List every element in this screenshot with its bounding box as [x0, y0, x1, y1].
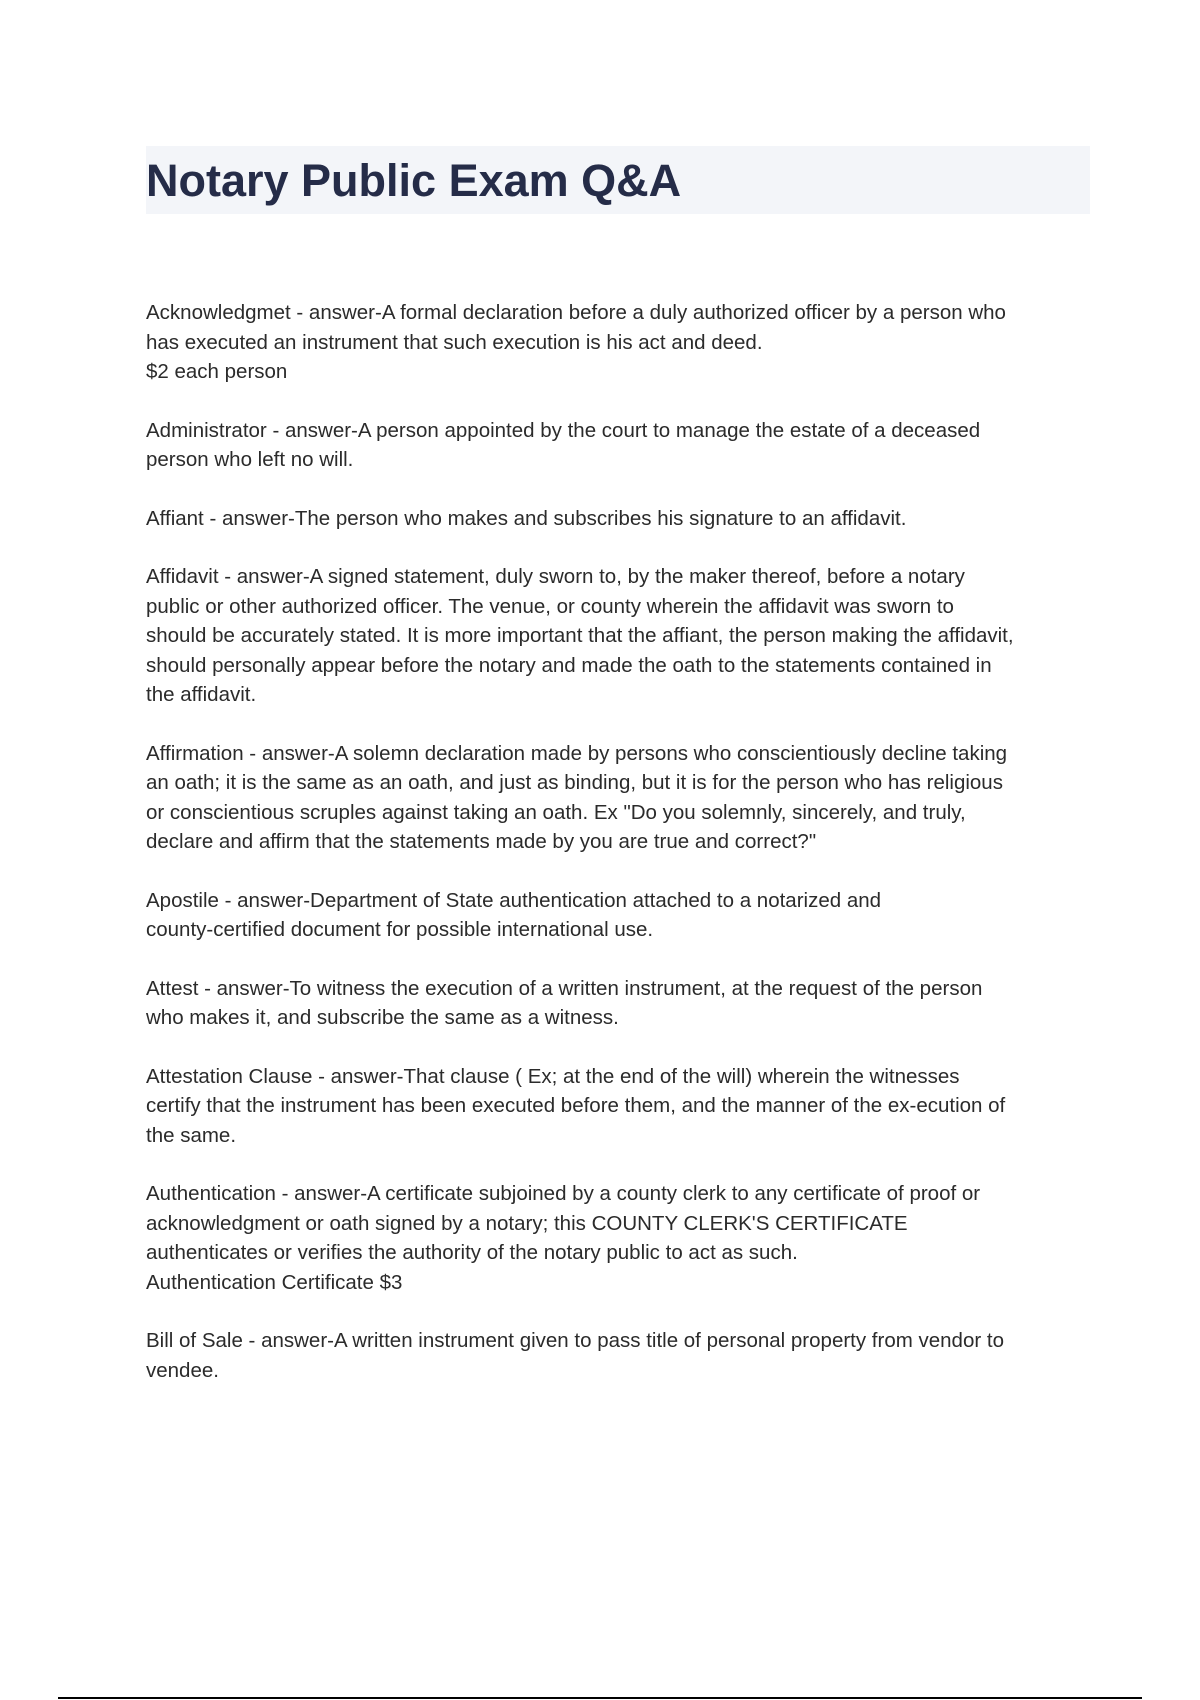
- entry-line: certify that the instrument has been executed before them, and the manner of the ex-ecution of: [146, 1094, 1006, 1117]
- entry-line: person who left no will.: [146, 448, 354, 471]
- entry-line: county-certified document for possible international use.: [146, 918, 654, 941]
- entry-line: authenticates or verifies the authority of the notary public to act as such.: [146, 1241, 798, 1264]
- qa-entry: [146, 416, 1090, 475]
- qa-entries: [146, 298, 1090, 1414]
- entry-line: public or other authorized officer. The venue, or county wherein the affidavit was sworn to: [146, 594, 954, 618]
- qa-entry: [146, 562, 1090, 710]
- entry-line: or conscientious scruples against taking an oath. Ex "Do you solemnly, sincerely, and truly,: [146, 800, 966, 824]
- entry-line: the affidavit.: [146, 683, 257, 706]
- entry-line: the same.: [146, 1123, 237, 1147]
- entry-line: Affiant - answer-The person who makes and subscribes his signature to an affidavit.: [146, 506, 907, 530]
- entry-line: Acknowledgmet - answer-A formal declaration before a duly authorized officer by a person who: [146, 301, 1006, 324]
- qa-entry: [146, 298, 1090, 387]
- entry-line: Administrator - answer-A person appointed by the court to manage the estate of a deceased: [146, 418, 981, 442]
- entry-line: Apostile - answer-Department of State authentication attached to a notarized and: [146, 888, 882, 912]
- entry-line: Attestation Clause - answer-That clause ( Ex; at the end of the will) wherein the witnesses: [146, 1064, 960, 1088]
- entry-line: should personally appear before the notary and made the oath to the statements contained in: [146, 653, 992, 677]
- entry-line: Attest - answer-To witness the execution of a written instrument, at the request of the person: [146, 976, 983, 1000]
- entry-line: declare and affirm that the statements made by you are true and correct?": [146, 830, 817, 853]
- title-band: [146, 146, 1090, 214]
- qa-entry: [146, 1326, 1090, 1385]
- qa-entry: [146, 1062, 1090, 1151]
- entry-line: acknowledgment or oath signed by a notary; this COUNTY CLERK'S CERTIFICATE: [146, 1211, 908, 1235]
- entry-line: Authentication - answer-A certificate subjoined by a county clerk to any certificate of proof or: [146, 1182, 981, 1205]
- entry-line: Bill of Sale - answer-A written instrument given to pass title of personal property from vendor to: [146, 1329, 1004, 1352]
- entry-line: Affirmation - answer-A solemn declaration made by persons who conscientiously decline taking: [146, 741, 1008, 765]
- qa-entry: [146, 504, 1090, 534]
- entry-line: an oath; it is the same as an oath, and just as binding, but it is for the person who has religious: [146, 771, 1003, 794]
- entry-line: Affidavit - answer-A signed statement, duly sworn to, by the maker thereof, before a notary: [146, 565, 965, 588]
- entry-line: Authentication Certificate $3: [146, 1270, 403, 1294]
- qa-entry: [146, 1179, 1090, 1297]
- entry-line: $2 each person: [146, 360, 288, 383]
- qa-entry: [146, 739, 1090, 857]
- page-title: Notary Public Exam Q&A: [146, 154, 682, 206]
- entry-line: should be accurately stated. It is more important that the affiant, the person making the affidavit,: [146, 624, 1014, 647]
- footer-divider: [58, 1697, 1142, 1699]
- qa-entry: [146, 886, 1090, 945]
- entry-line: has executed an instrument that such execution is his act and deed.: [146, 330, 763, 354]
- entry-line: who makes it, and subscribe the same as a witness.: [146, 1006, 619, 1029]
- entry-line: vendee.: [146, 1358, 219, 1382]
- qa-entry: [146, 974, 1090, 1033]
